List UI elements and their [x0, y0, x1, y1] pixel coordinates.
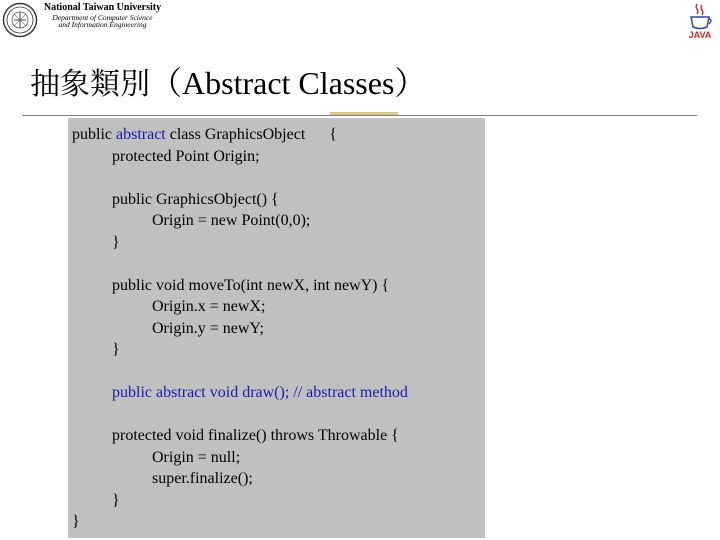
- slide-title-english: （Abstract Classes）: [150, 65, 427, 101]
- java-logo-icon: [686, 2, 714, 40]
- code-line: public GraphicsObject() {: [112, 190, 279, 208]
- code-line: protected void finalize() throws Throwable {: [112, 427, 399, 444]
- code-line: protected Point Origin;: [112, 147, 260, 165]
- code-line-abstract-method: public abstract void draw(); // abstract method: [112, 384, 408, 401]
- department-line-1: Department of Computer Science: [52, 12, 153, 22]
- code-line: super.finalize();: [152, 470, 253, 487]
- java-logo-text: JAVA: [688, 30, 712, 40]
- slide-title-chinese: 抽象類別: [30, 67, 150, 102]
- title-divider: [22, 115, 697, 116]
- code-line: }: [112, 491, 120, 509]
- code-line: public void moveTo(int newX, int newY) {: [112, 276, 390, 294]
- code-block: [72, 124, 408, 533]
- slide-title: [30, 58, 426, 104]
- university-name: National Taiwan University: [43, 2, 162, 13]
- abstract-keyword: abstract: [116, 126, 166, 143]
- code-line: }: [72, 513, 80, 530]
- university-seal-icon: [2, 2, 38, 38]
- code-line: public abstract class GraphicsObject {: [72, 126, 337, 143]
- code-line: Origin = new Point(0,0);: [152, 212, 311, 229]
- title-divider-accent: [330, 112, 398, 115]
- code-line: }: [112, 341, 120, 358]
- code-line: }: [112, 233, 120, 251]
- code-line: Origin = null;: [152, 448, 241, 466]
- department-line-2: and Information Engineering: [58, 20, 147, 30]
- university-header: [40, 3, 165, 29]
- code-line: Origin.y = newY;: [152, 319, 264, 337]
- code-line: Origin.x = newX;: [152, 298, 266, 315]
